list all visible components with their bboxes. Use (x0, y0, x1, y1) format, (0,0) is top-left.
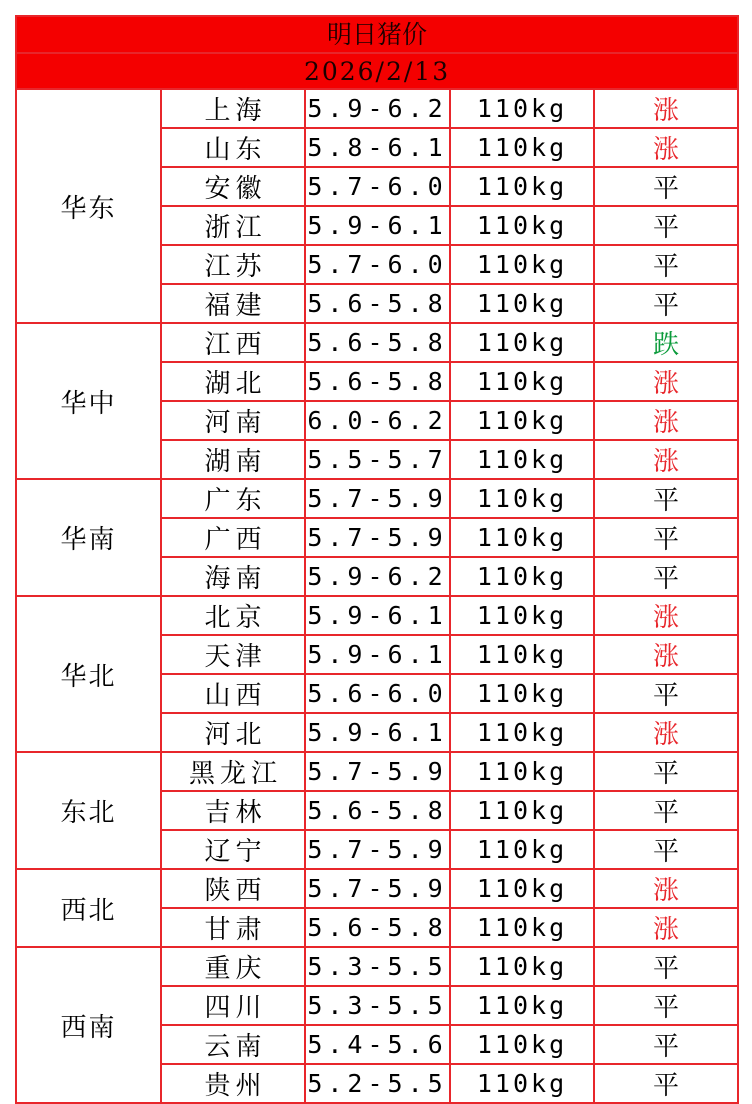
trend-indicator: 涨 (594, 440, 738, 479)
province-name: 四川 (161, 986, 305, 1025)
trend-indicator: 平 (594, 206, 738, 245)
trend-indicator: 涨 (594, 635, 738, 674)
weight-value: 110kg (450, 206, 594, 245)
province-name: 湖南 (161, 440, 305, 479)
trend-indicator: 平 (594, 674, 738, 713)
weight-value: 110kg (450, 167, 594, 206)
weight-value: 110kg (450, 401, 594, 440)
weight-value: 110kg (450, 830, 594, 869)
price-range: 5.9-6.2 (305, 557, 450, 596)
weight-value: 110kg (450, 596, 594, 635)
price-range: 5.6-5.8 (305, 791, 450, 830)
province-name: 辽宁 (161, 830, 305, 869)
price-range: 5.9-6.2 (305, 89, 450, 128)
price-range: 6.0-6.2 (305, 401, 450, 440)
weight-value: 110kg (450, 557, 594, 596)
weight-value: 110kg (450, 1025, 594, 1064)
price-range: 5.7-6.0 (305, 167, 450, 206)
price-range: 5.7-5.9 (305, 869, 450, 908)
trend-indicator: 平 (594, 284, 738, 323)
price-range: 5.7-6.0 (305, 245, 450, 284)
price-range: 5.6-5.8 (305, 908, 450, 947)
table-row (16, 869, 738, 908)
region-name: 华东 (16, 89, 161, 323)
province-name: 福建 (161, 284, 305, 323)
weight-value: 110kg (450, 947, 594, 986)
page-date: 2026/2/13 (16, 53, 738, 89)
price-range: 5.9-6.1 (305, 713, 450, 752)
province-name: 重庆 (161, 947, 305, 986)
weight-value: 110kg (450, 674, 594, 713)
price-range: 5.7-5.9 (305, 518, 450, 557)
weight-value: 110kg (450, 635, 594, 674)
price-range: 5.8-6.1 (305, 128, 450, 167)
title-row (16, 16, 738, 53)
trend-indicator: 平 (594, 167, 738, 206)
table-row (16, 947, 738, 986)
weight-value: 110kg (450, 869, 594, 908)
price-range: 5.7-5.9 (305, 479, 450, 518)
price-range: 5.4-5.6 (305, 1025, 450, 1064)
weight-value: 110kg (450, 518, 594, 557)
province-name: 海南 (161, 557, 305, 596)
province-name: 贵州 (161, 1064, 305, 1103)
region-name: 华南 (16, 479, 161, 596)
region-name: 西南 (16, 947, 161, 1103)
province-name: 云南 (161, 1025, 305, 1064)
weight-value: 110kg (450, 362, 594, 401)
price-range: 5.5-5.7 (305, 440, 450, 479)
province-name: 河南 (161, 401, 305, 440)
province-name: 广西 (161, 518, 305, 557)
trend-indicator: 平 (594, 557, 738, 596)
trend-indicator: 涨 (594, 869, 738, 908)
weight-value: 110kg (450, 908, 594, 947)
table-row (16, 89, 738, 128)
trend-indicator: 涨 (594, 596, 738, 635)
trend-indicator: 涨 (594, 713, 738, 752)
date-row (16, 53, 738, 89)
province-name: 山西 (161, 674, 305, 713)
province-name: 上海 (161, 89, 305, 128)
trend-indicator: 平 (594, 245, 738, 284)
weight-value: 110kg (450, 128, 594, 167)
weight-value: 110kg (450, 89, 594, 128)
price-range: 5.6-6.0 (305, 674, 450, 713)
trend-indicator: 涨 (594, 128, 738, 167)
price-range: 5.9-6.1 (305, 596, 450, 635)
pig-price-table (15, 15, 739, 1104)
weight-value: 110kg (450, 752, 594, 791)
price-range: 5.3-5.5 (305, 947, 450, 986)
region-name: 华中 (16, 323, 161, 479)
table-row (16, 752, 738, 791)
trend-indicator: 涨 (594, 908, 738, 947)
weight-value: 110kg (450, 440, 594, 479)
province-name: 浙江 (161, 206, 305, 245)
price-range: 5.9-6.1 (305, 206, 450, 245)
weight-value: 110kg (450, 479, 594, 518)
table-row (16, 596, 738, 635)
price-range: 5.6-5.8 (305, 362, 450, 401)
province-name: 北京 (161, 596, 305, 635)
province-name: 江西 (161, 323, 305, 362)
weight-value: 110kg (450, 1064, 594, 1103)
province-name: 河北 (161, 713, 305, 752)
trend-indicator: 涨 (594, 401, 738, 440)
weight-value: 110kg (450, 245, 594, 284)
table-body (16, 16, 738, 1103)
province-name: 湖北 (161, 362, 305, 401)
province-name: 广东 (161, 479, 305, 518)
province-name: 黑龙江 (161, 752, 305, 791)
price-range: 5.6-5.8 (305, 284, 450, 323)
weight-value: 110kg (450, 284, 594, 323)
trend-indicator: 跌 (594, 323, 738, 362)
price-range: 5.7-5.9 (305, 830, 450, 869)
trend-indicator: 平 (594, 1025, 738, 1064)
trend-indicator: 平 (594, 479, 738, 518)
table-row (16, 323, 738, 362)
price-range: 5.6-5.8 (305, 323, 450, 362)
trend-indicator: 平 (594, 752, 738, 791)
province-name: 天津 (161, 635, 305, 674)
region-name: 华北 (16, 596, 161, 752)
weight-value: 110kg (450, 986, 594, 1025)
price-range: 5.7-5.9 (305, 752, 450, 791)
price-range: 5.3-5.5 (305, 986, 450, 1025)
price-range: 5.9-6.1 (305, 635, 450, 674)
trend-indicator: 平 (594, 947, 738, 986)
province-name: 陕西 (161, 869, 305, 908)
price-range: 5.2-5.5 (305, 1064, 450, 1103)
province-name: 甘肃 (161, 908, 305, 947)
province-name: 安徽 (161, 167, 305, 206)
trend-indicator: 平 (594, 830, 738, 869)
trend-indicator: 平 (594, 518, 738, 557)
province-name: 吉林 (161, 791, 305, 830)
weight-value: 110kg (450, 323, 594, 362)
province-name: 江苏 (161, 245, 305, 284)
page-title: 明日猪价 (16, 16, 738, 53)
trend-indicator: 涨 (594, 89, 738, 128)
trend-indicator: 涨 (594, 362, 738, 401)
province-name: 山东 (161, 128, 305, 167)
region-name: 西北 (16, 869, 161, 947)
weight-value: 110kg (450, 713, 594, 752)
trend-indicator: 平 (594, 791, 738, 830)
region-name: 东北 (16, 752, 161, 869)
trend-indicator: 平 (594, 1064, 738, 1103)
table-row (16, 479, 738, 518)
weight-value: 110kg (450, 791, 594, 830)
trend-indicator: 平 (594, 986, 738, 1025)
